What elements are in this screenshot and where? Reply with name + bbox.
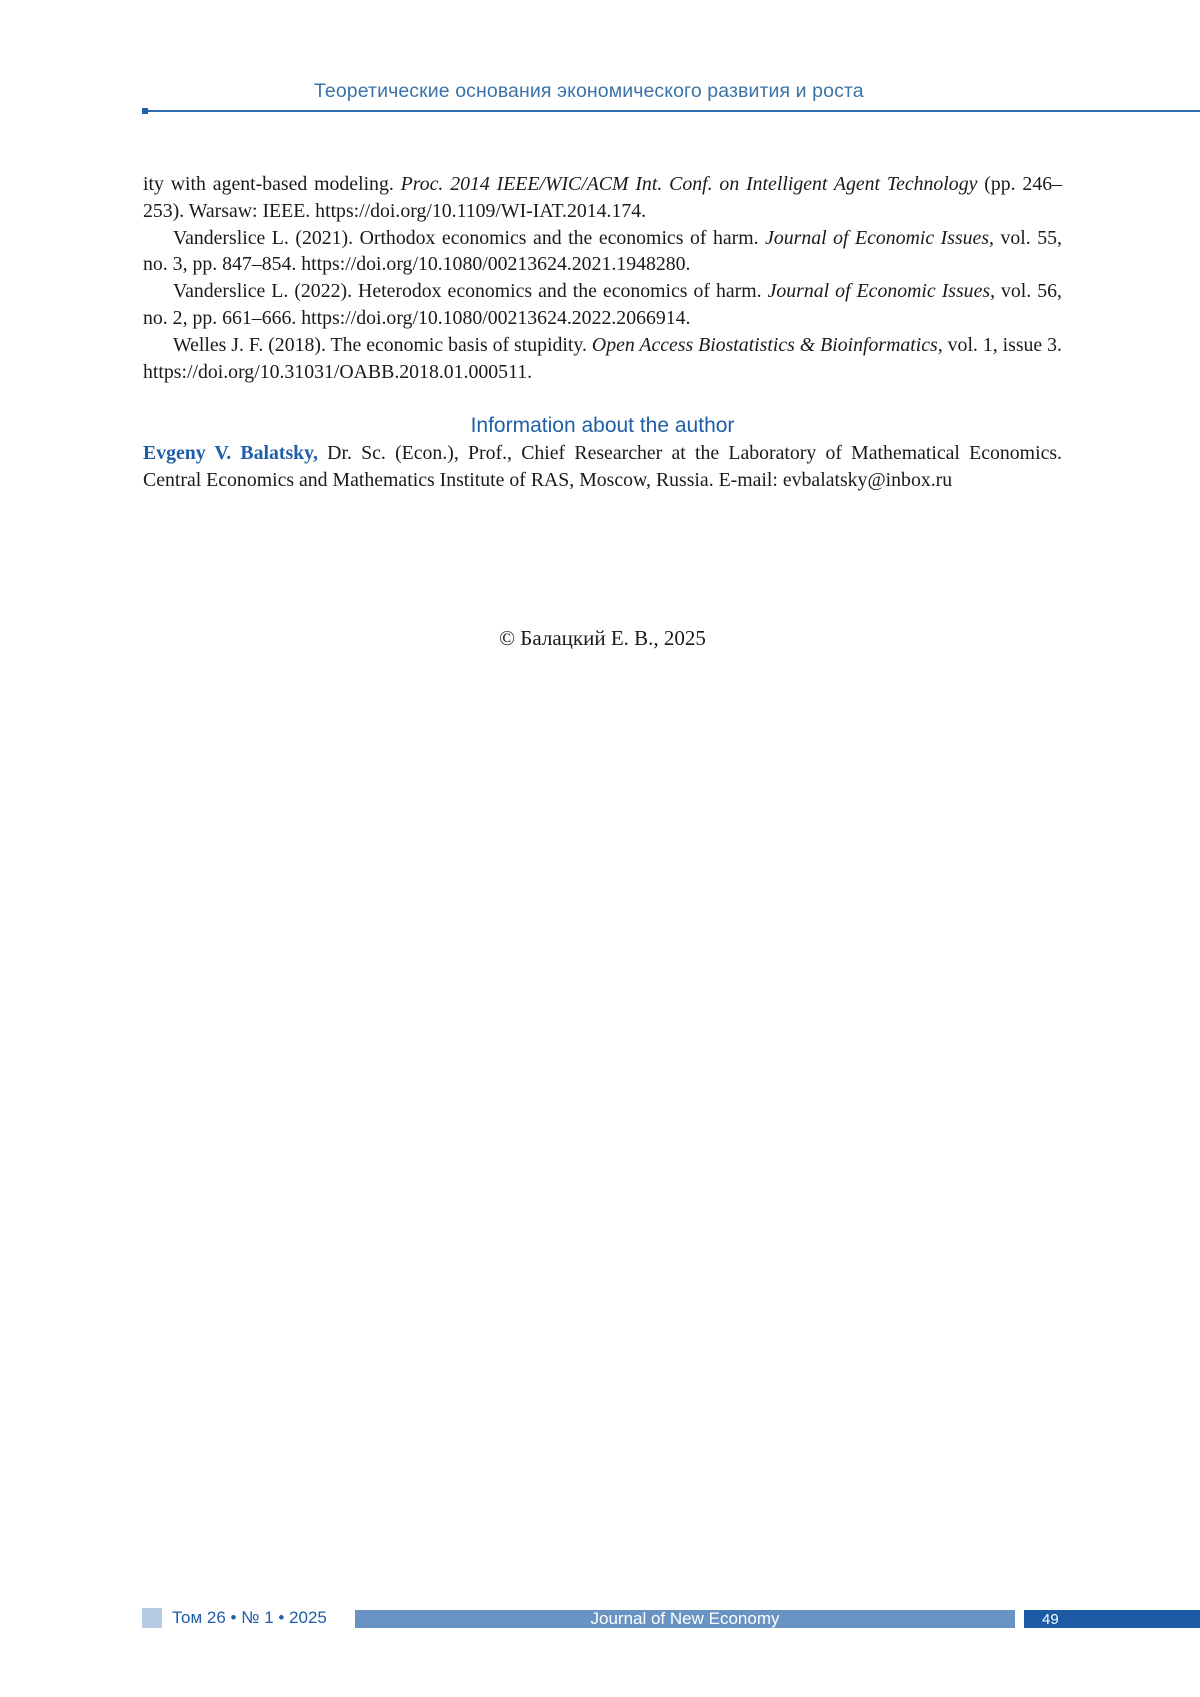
issue-info: Том 26 • № 1 • 2025 bbox=[172, 1608, 327, 1627]
author-details: Dr. Sc. (Econ.), Prof., Chief Researcher at the Laboratory of Mathematical Economics. Central Economics and Mathematics Institute of RAS, Moscow, Russia. E-mail: evbalatsky@inbox.ru bbox=[143, 442, 1062, 491]
reference-details: , vol. 55, no. 3, pp. 847–854. https://doi.org/10.1080/00213624.2021.1948280. bbox=[143, 226, 1062, 276]
footer-square-marker bbox=[142, 1608, 162, 1628]
reference-source: Journal of Economic Issues bbox=[765, 226, 990, 249]
reference-text: Vanderslice L. (2022). Heterodox economics and the economics of harm. bbox=[173, 280, 768, 303]
reference-item bbox=[143, 278, 1062, 332]
reference-text: Welles J. F. (2018). The economic basis of stupidity. bbox=[173, 333, 592, 356]
copyright-notice: © Балацкий Е. В., 2025 bbox=[499, 626, 706, 650]
reference-details: , vol. 1, issue 3. https://doi.org/10.31031/OABB.2018.01.000511. bbox=[143, 333, 1062, 383]
page-footer bbox=[0, 1608, 1200, 1630]
page-number-box bbox=[1024, 1610, 1200, 1628]
reference-details: (pp. 246–253). Warsaw: IEEE. https://doi.org/10.1109/WI-IAT.2014.174. bbox=[143, 173, 1062, 222]
page-number: 49 bbox=[1042, 1611, 1059, 1628]
header-rule-marker bbox=[142, 108, 148, 114]
reference-source: Journal of Economic Issues bbox=[767, 280, 991, 303]
reference-source: Open Access Biostatistics & Bioinformatics bbox=[591, 333, 938, 356]
reference-text: ity with agent-based modeling. bbox=[143, 173, 401, 195]
running-header bbox=[142, 80, 1200, 112]
reference-item bbox=[143, 225, 1062, 279]
reference-item bbox=[143, 332, 1062, 386]
reference-details: , vol. 56, no. 2, pp. 661–666. https://doi.org/10.1080/00213624.2022.2066914. bbox=[143, 280, 1062, 329]
author-name: Evgeny V. Balatsky, bbox=[143, 442, 318, 464]
journal-name: Journal of New Economy bbox=[355, 1610, 1015, 1628]
running-header-title: Теоретические основания экономического развития и роста bbox=[314, 80, 864, 102]
reference-item bbox=[143, 171, 1062, 225]
header-rule bbox=[142, 110, 1200, 112]
author-section-heading: Information about the author bbox=[470, 414, 735, 437]
reference-source: Proc. 2014 IEEE/WIC/ACM Int. Conf. on Intelligent Agent Technology bbox=[400, 173, 978, 195]
reference-text: Vanderslice L. (2021). Orthodox economics and the economics of harm. bbox=[173, 226, 766, 249]
author-info bbox=[143, 440, 1062, 494]
reference-list bbox=[143, 171, 1062, 385]
